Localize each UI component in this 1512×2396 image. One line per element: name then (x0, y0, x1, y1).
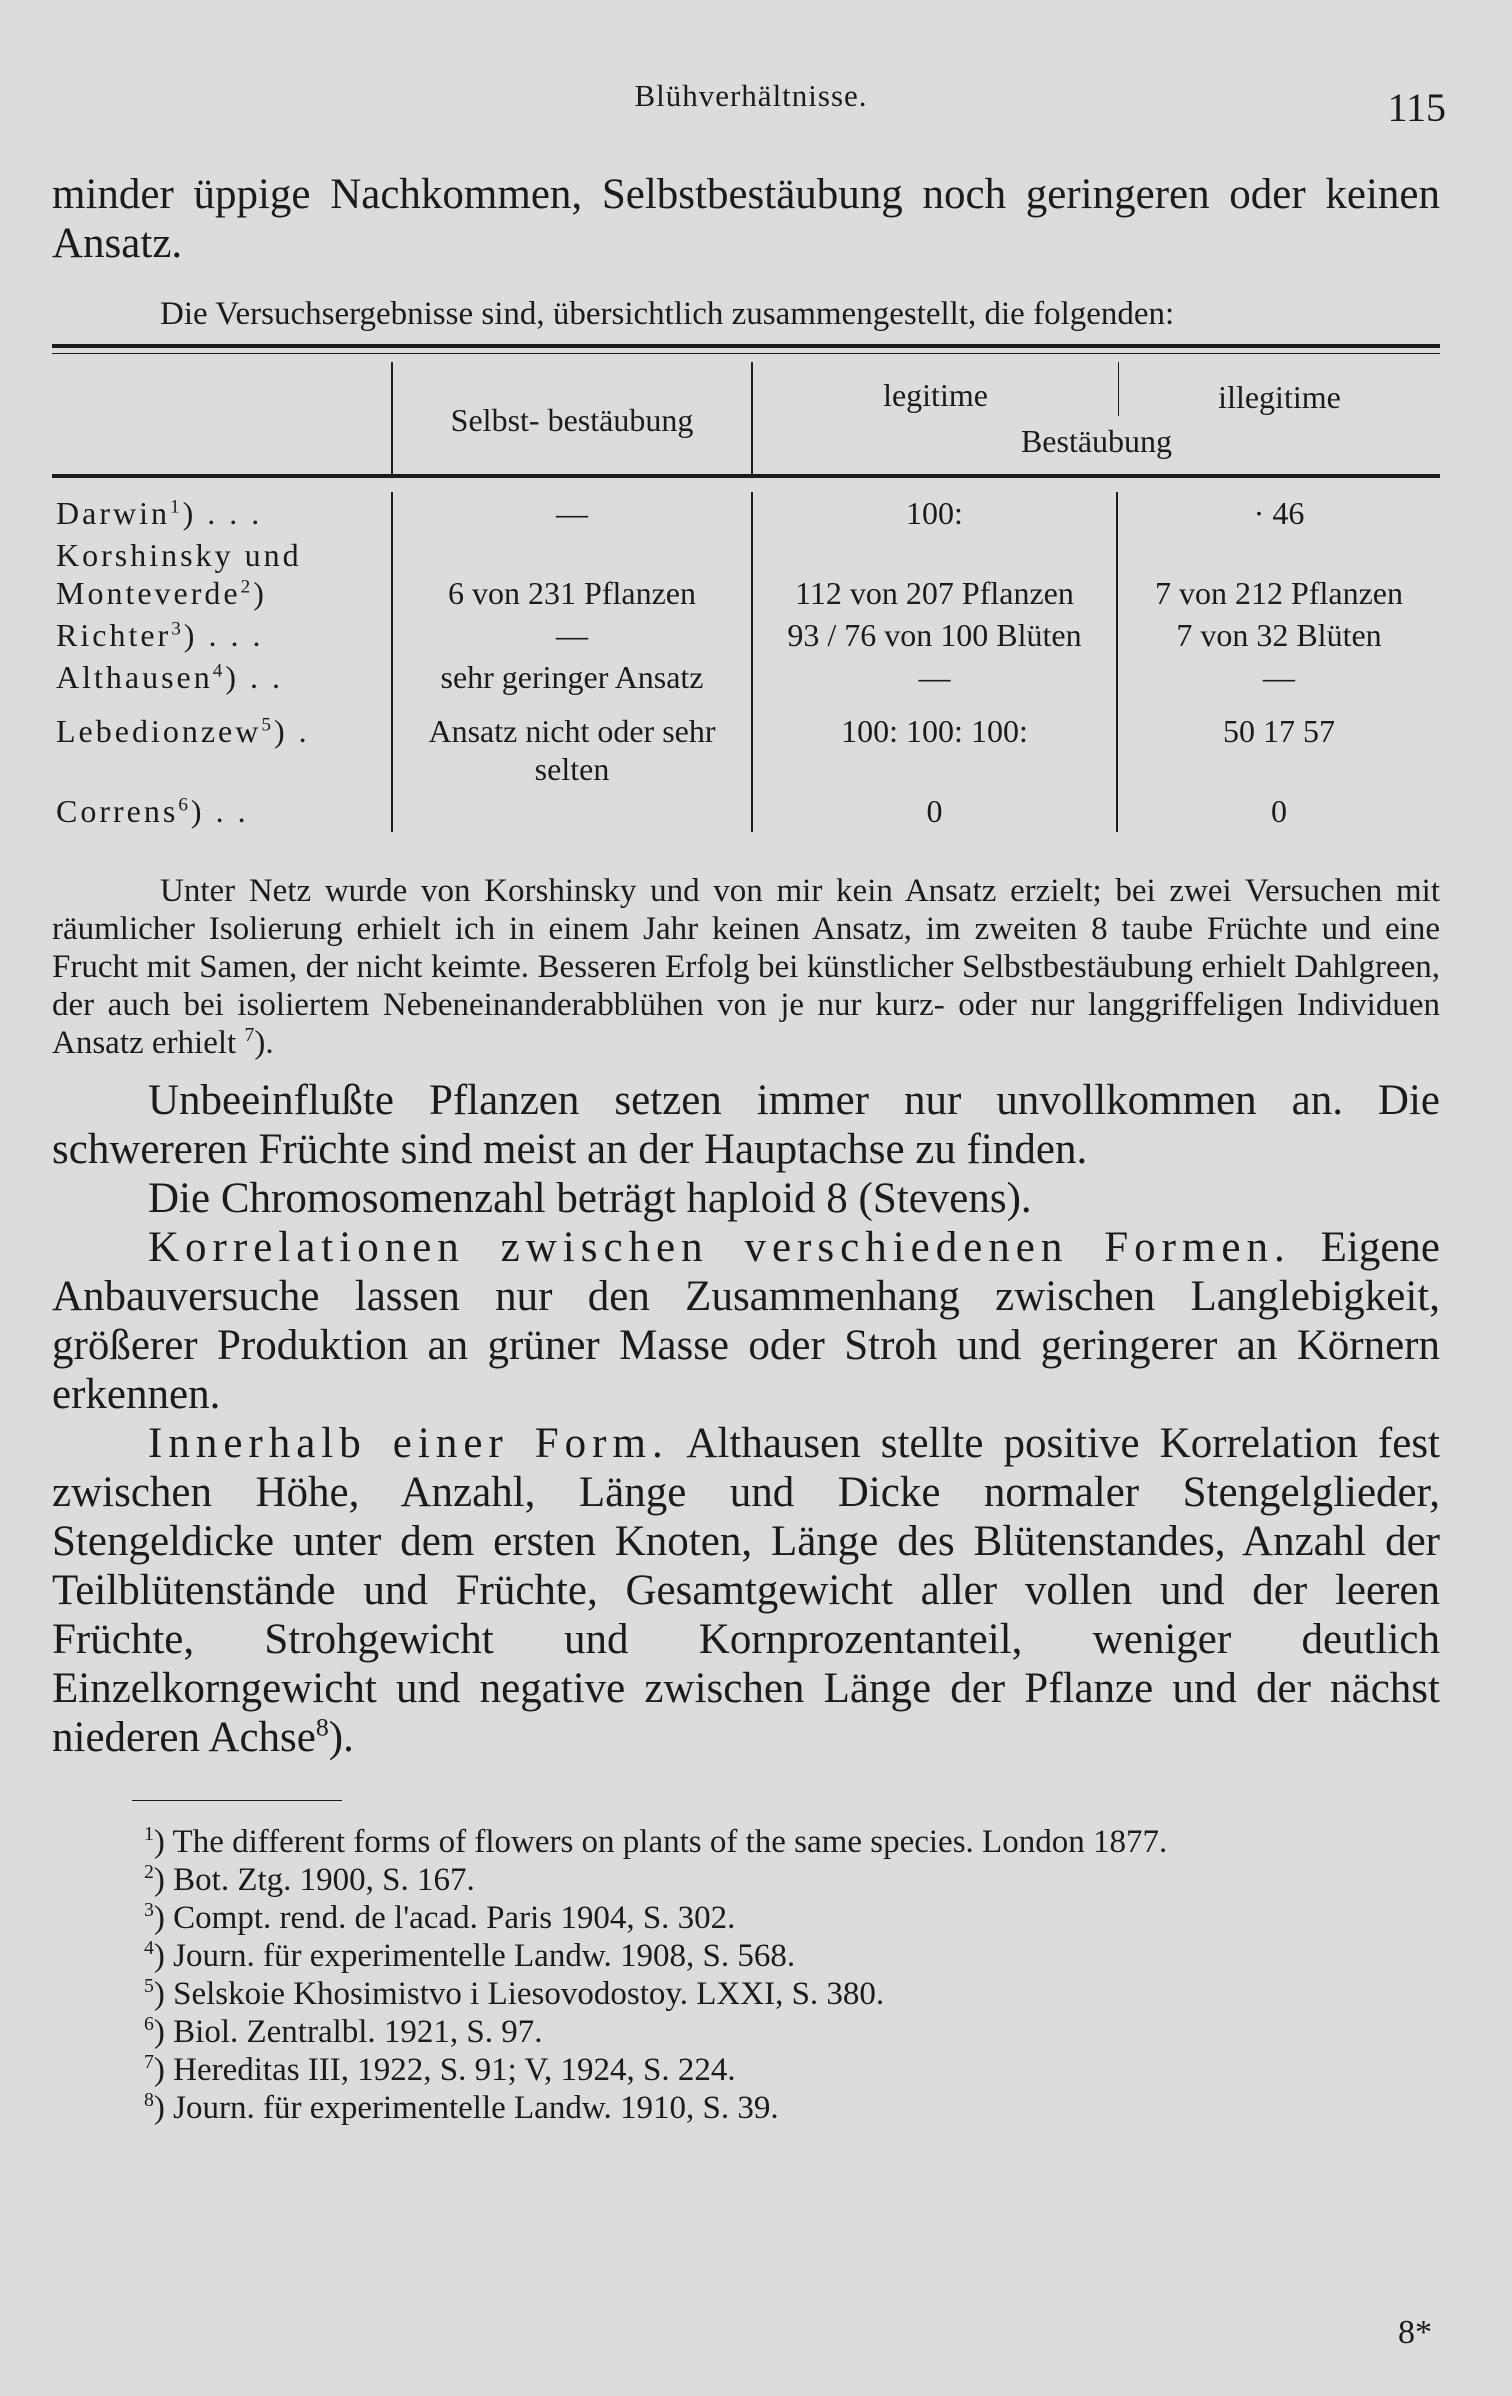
paragraph-4: Korrelationen zwischen verschiedenen Formen. Eigene Anbauversuche lassen nur den Zusammenhang zwischen Langlebigkeit, größerer Produktion an grüner Masse oder Stroh und geringerer an Körnern erkennen. (52, 1224, 1440, 1418)
page-header (56, 72, 1446, 132)
row-self: — (392, 614, 752, 656)
row-author: Richter$^3$) . . . (56, 617, 264, 653)
paragraph-2: Unbeeinflußte Pflanzen setzen immer nur unvollkommen an. Die schwereren Früchte sind meist an der Hauptachse zu finden. (52, 1077, 1440, 1173)
footnote: $^8$) Journ. für experimentelle Landw. 1910, S. 39. (144, 2089, 779, 2126)
page-number: 115 (1387, 85, 1446, 130)
row-illegit: — (1117, 656, 1440, 698)
running-title: Blühverhältnisse. (634, 78, 868, 113)
row-illegit: 0 (1117, 790, 1440, 832)
table-row (52, 614, 1440, 656)
paragraph-1: minder üppige Nachkommen, Selbstbestäubung noch geringeren oder keinen Ansatz. (52, 171, 1440, 267)
footnote: $^7$) Hereditas III, 1922, S. 91; V, 1924, S. 224. (144, 2051, 736, 2088)
row-author: Althausen$^4$) . . (56, 659, 283, 695)
body-text (52, 170, 1440, 2127)
row-illegit: · 46 (1117, 492, 1440, 534)
footnote-rule (132, 1800, 342, 1801)
row-self: 6 von 231 Pflanzen (392, 534, 752, 614)
footnote: $^5$) Selskoie Khosimistvo i Liesovodostoy. LXXI, S. 380. (144, 1975, 885, 2012)
row-legit: 93 / 76 von 100 Blüten (752, 614, 1117, 656)
header-legitime: legitime (753, 362, 1119, 416)
section-heading: Innerhalb einer Form. (148, 1420, 669, 1467)
row-self: Ansatz nicht oder sehr selten (392, 698, 752, 790)
footnote: $^1$) The different forms of flowers on plants of the same species. London 1877. (144, 1823, 1168, 1860)
header-empty (52, 362, 392, 476)
footnote: $^3$) Compt. rend. de l'acad. Paris 1904, S. 302. (144, 1899, 736, 1936)
header-selbstbestaubung: Selbst- bestäubung (392, 362, 752, 476)
table-row (52, 534, 1440, 614)
table-row (52, 698, 1440, 790)
table-row (52, 492, 1440, 534)
paragraph-3: Die Chromosomenzahl beträgt haploid 8 (Stevens). (148, 1175, 1032, 1222)
row-author: Korshinsky und Monteverde$^2$) (56, 537, 302, 611)
table-header-row (52, 362, 1440, 476)
row-illegit: 7 von 212 Pflanzen (1117, 534, 1440, 614)
footnote: $^2$) Bot. Ztg. 1900, S. 167. (144, 1861, 475, 1898)
section-heading: Korrelationen zwischen verschiedenen Formen. (148, 1224, 1291, 1271)
table-intro: Die Versuchsergebnisse sind, übersichtlich zusammengestellt, die folgenden: (160, 296, 1175, 332)
printer-signature: 8* (1398, 2314, 1432, 2351)
row-legit: 100: (752, 492, 1117, 534)
header-illegitime: illegitime (1218, 379, 1341, 415)
row-self: sehr geringer Ansatz (392, 656, 752, 698)
table-top-rule-thin (52, 353, 1440, 354)
note-paragraph: Unter Netz wurde von Korshinsky und von mir kein Ansatz erzielt; bei zwei Versuchen mit räumlicher Isolierung erhielt ich in einem Jahr keinen Ansatz, im zweiten 8 taube Früchte und eine Frucht mit Samen, der nicht keimte. Besseren Erfolg bei künstlicher Selbstbestäubung erhielt Dahlgreen, der auch bei isoliertem Nebeneinanderabblühen von je nur kurz- oder nur langgriffeligen Individuen Ansatz erhielt $^7$). (52, 873, 1440, 1061)
paragraph-5: Innerhalb einer Form. Althausen stellte positive Korrelation fest zwischen Höhe, Anzahl, Länge und Dicke normaler Stengelglieder, Stengeldicke unter dem ersten Knoten, Länge des Blütenstandes, Anzahl der Teilblütenstände und Früchte, Gesamtgewicht aller vollen und der leeren Früchte, Strohgewicht und Kornprozentanteil, weniger deutlich Einzelkorngewicht und negative zwischen Länge der Pflanze und der nächst niederen Achse$^8$). (52, 1420, 1441, 1761)
header-bestaubung: Bestäubung (1020, 423, 1173, 459)
footnote: $^6$) Biol. Zentralbl. 1921, S. 97. (144, 2013, 543, 2050)
row-legit: 100: 100: 100: (752, 698, 1117, 790)
row-illegit: 7 von 32 Blüten (1117, 614, 1440, 656)
footnotes (144, 1823, 1440, 2127)
row-legit: 0 (752, 790, 1117, 832)
row-author: Darwin$^1$) . . . (56, 495, 263, 531)
header-bestaubung-group (752, 362, 1440, 476)
row-legit: — (752, 656, 1117, 698)
row-author: Lebedionzew$^5$) . (56, 713, 310, 749)
row-author: Correns$^6$) . . (56, 793, 249, 829)
row-self (392, 790, 752, 832)
row-illegit: 50 17 57 (1117, 698, 1440, 790)
row-legit: 112 von 207 Pflanzen (752, 534, 1117, 614)
row-self: — (392, 492, 752, 534)
table-row (52, 790, 1440, 832)
footnote: $^4$) Journ. für experimentelle Landw. 1908, S. 568. (144, 1937, 796, 1974)
table-top-rule (52, 344, 1440, 348)
results-table (52, 362, 1440, 832)
table-row (52, 656, 1440, 698)
